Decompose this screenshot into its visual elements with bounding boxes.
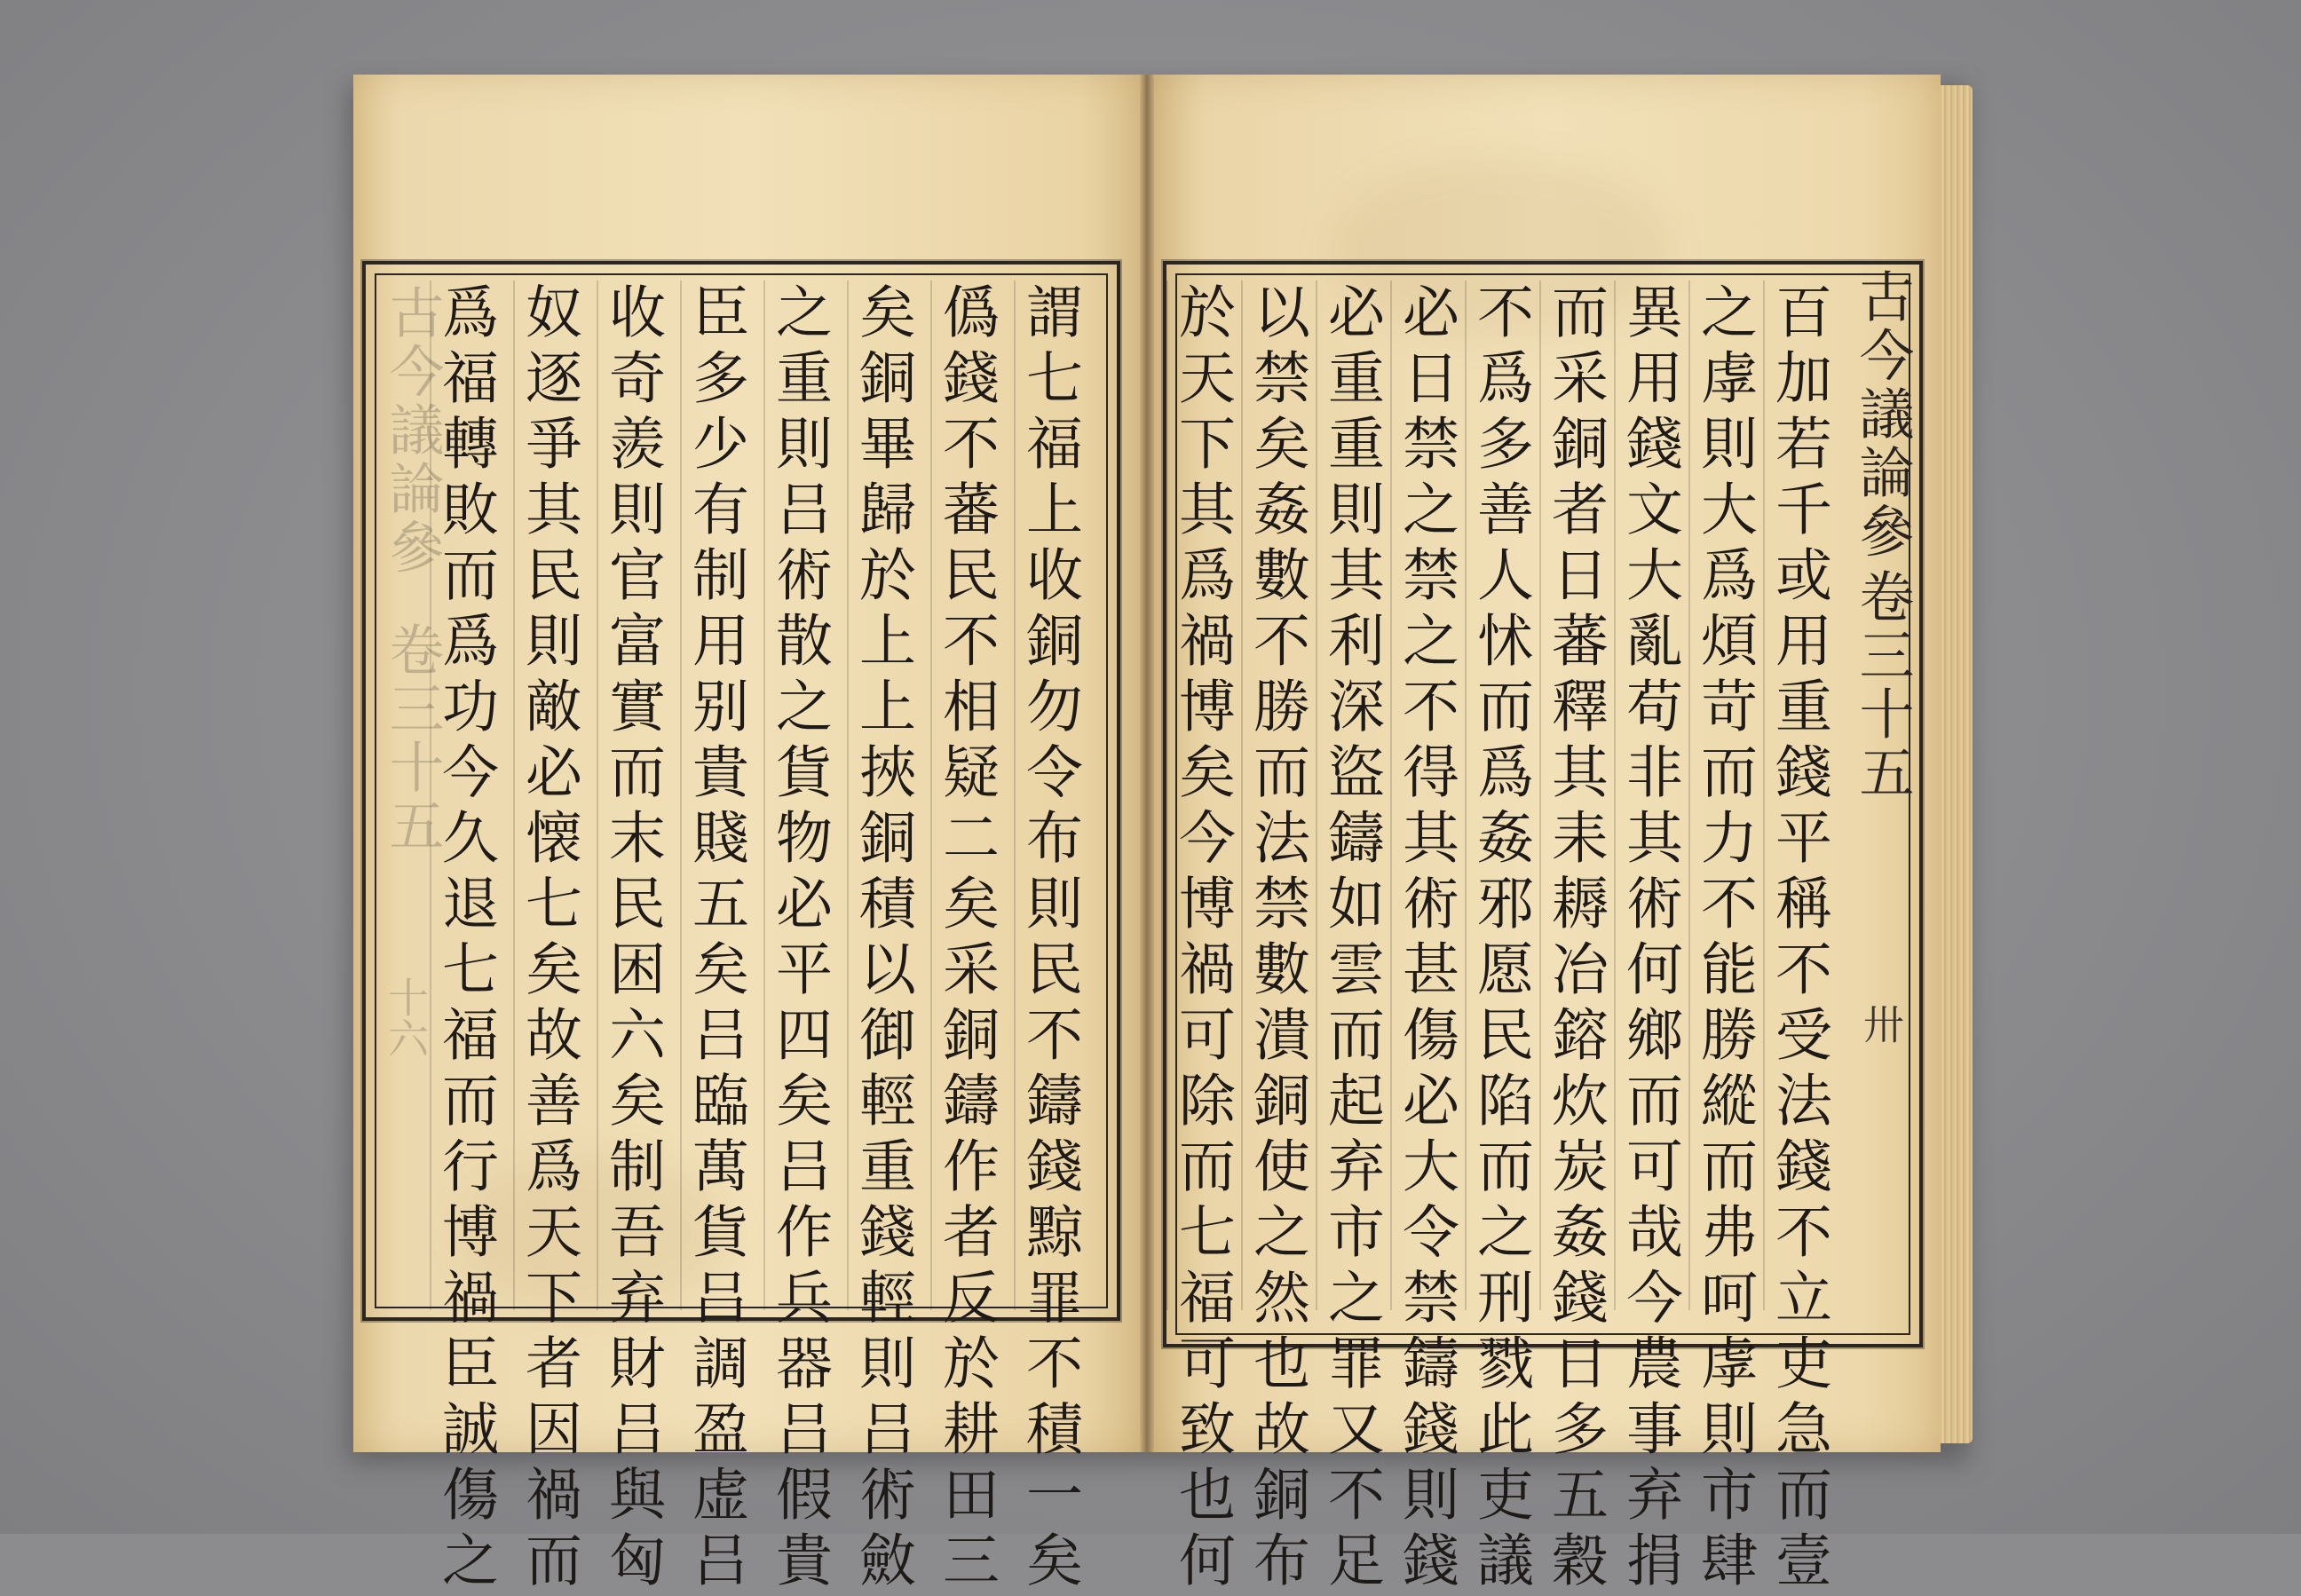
text-column: 於天下其爲禍博矣今博禍可除而七福可致也何	[1169, 282, 1235, 1596]
left-folio: 十六	[382, 976, 430, 1058]
text-column: 以禁矣姦數不勝而法禁數潰銅使之然也故銅布	[1244, 282, 1309, 1596]
left-text-columns	[362, 270, 1113, 1596]
column-rule	[1166, 280, 1168, 1310]
column-rule	[680, 280, 682, 1310]
right-folio: 卅	[1857, 1003, 1905, 1044]
column-rule	[513, 280, 515, 1310]
column-rule	[430, 280, 431, 1310]
column-rule	[1390, 280, 1392, 1310]
book-gutter	[1140, 75, 1154, 1452]
text-column: 百加若千或用重錢平稱不受法錢不立吏急而壹	[1766, 282, 1831, 1596]
text-column: 矣銅畢歸於上上挾銅積以御輕重錢輕則吕術斂	[850, 282, 915, 1596]
text-column: 收奇羨則官富實而末民困六矣制吾弃財吕與匈	[599, 282, 665, 1596]
left-margin-title: 古今議論參	[380, 284, 445, 577]
text-column: 臣多少有制用别貴賤五矣吕臨萬貨吕調盈虚吕	[683, 282, 748, 1596]
column-rule	[1763, 280, 1765, 1310]
text-column: 必重重則其利深盜鑄如雲而起弃市之罪又不足	[1318, 282, 1384, 1596]
text-column: 之重則吕術散之貨物必平四矣吕作兵器吕假貴	[766, 282, 832, 1596]
column-rule	[1316, 280, 1317, 1310]
right-header-volume: 卷三十五	[1850, 568, 1915, 802]
text-column: 之虖則大爲煩苛而力不能勝縱而弗呵虖則市肆	[1691, 282, 1757, 1596]
text-column: 奴逐爭其民則敵必懐七矣故善爲天下者因禍而	[516, 282, 581, 1596]
column-rule	[1014, 280, 1016, 1310]
column-rule	[763, 280, 765, 1310]
page-edges	[1941, 85, 1973, 1443]
text-column: 不爲多善人怵而爲姦邪愿民陷而之刑戮此吏議	[1467, 282, 1533, 1596]
text-column: 爲福轉敗而爲功今久退七福而行博禍臣誠傷之	[432, 282, 498, 1596]
column-rule	[1241, 280, 1243, 1310]
column-rule	[1539, 280, 1541, 1310]
text-column: 必日禁之禁之不得其術甚傷必大令禁鑄錢則錢	[1393, 282, 1459, 1596]
right-text-columns	[1163, 270, 1838, 1596]
right-header-title: 古今議論參	[1850, 268, 1915, 561]
left-margin-volume: 卷三十五	[380, 621, 445, 856]
text-column: 謂七福上收銅勿令布則民不鑄錢黥罪不積一矣	[1016, 282, 1082, 1596]
column-rule	[847, 280, 849, 1310]
text-column: 僞錢不蕃民不相疑二矣采銅鑄作者反於耕田三	[933, 282, 999, 1596]
column-rule	[1688, 280, 1690, 1310]
column-rule	[930, 280, 932, 1310]
column-rule	[1614, 280, 1616, 1310]
column-rule	[597, 280, 598, 1310]
column-rule	[1465, 280, 1467, 1310]
text-column: 而采銅者日蕃釋其耒耨冶鎔炊炭姦錢日多五穀	[1542, 282, 1608, 1596]
text-column: 異用錢文大亂苟非其術何鄉而可哉今農事弃捐	[1617, 282, 1682, 1596]
